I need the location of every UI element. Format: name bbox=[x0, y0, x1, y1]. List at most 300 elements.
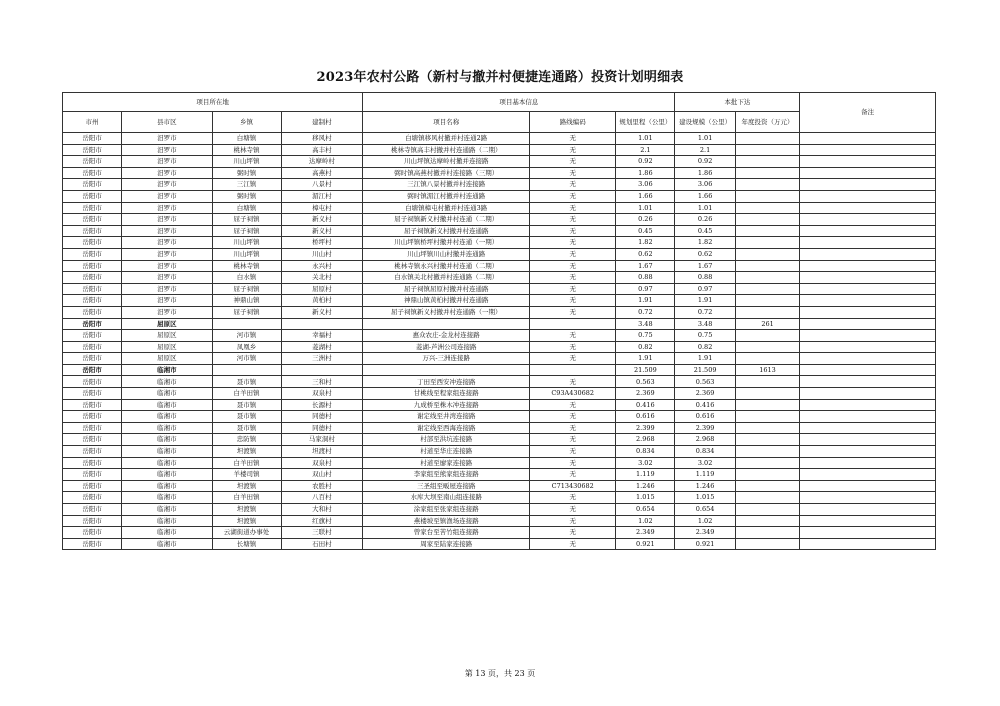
cell-remark bbox=[800, 527, 936, 539]
cell-village: 三联村 bbox=[281, 527, 363, 539]
table-row bbox=[63, 388, 936, 400]
cell-project-name: 涂家组至张家组连接路 bbox=[363, 504, 530, 516]
cell-planned-mileage: 0.45 bbox=[616, 225, 675, 237]
cell-planned-mileage: 0.616 bbox=[616, 411, 675, 423]
cell-county: 汨罗市 bbox=[122, 272, 212, 284]
table-row bbox=[63, 260, 936, 272]
cell-construction-scale: 0.62 bbox=[675, 248, 735, 260]
cell-project-name: 曾家台至苦竹组连接路 bbox=[363, 527, 530, 539]
cell-remark bbox=[800, 214, 936, 226]
cell-route-code: 无 bbox=[530, 156, 616, 168]
cell-town: 屈子祠镇 bbox=[212, 214, 281, 226]
cell-village: 高丰村 bbox=[281, 144, 363, 156]
cell-remark bbox=[800, 353, 936, 365]
cell-city: 岳阳市 bbox=[63, 388, 122, 400]
cell-remark bbox=[800, 457, 936, 469]
cell-village: 石田村 bbox=[281, 538, 363, 550]
cell-construction-scale: 2.349 bbox=[675, 527, 735, 539]
cell-construction-scale: 1.91 bbox=[675, 353, 735, 365]
table-row bbox=[63, 480, 936, 492]
cell-route-code: C713430682 bbox=[530, 480, 616, 492]
cell-project-name: 屈子祠镇屈原村撤并村连通路 bbox=[363, 283, 530, 295]
cell-project-name: 川山坪镇达摩岭村撤并连接路 bbox=[363, 156, 530, 168]
cell-village: 双泉村 bbox=[281, 457, 363, 469]
cell-city: 岳阳市 bbox=[63, 353, 122, 365]
cell-county: 临湘市 bbox=[122, 538, 212, 550]
cell-project-name: 川山坪镇桥坪村撤并村连通（一期） bbox=[363, 237, 530, 249]
cell-county: 屈原区 bbox=[122, 341, 212, 353]
header-col-town: 乡镇 bbox=[212, 112, 281, 133]
cell-route-code: 无 bbox=[530, 469, 616, 481]
cell-project-name: 李家组至熊家组连接路 bbox=[363, 469, 530, 481]
cell-village: 移风村 bbox=[281, 133, 363, 145]
cell-city: 岳阳市 bbox=[63, 527, 122, 539]
page-footer: 第 13 页，共 23 页 bbox=[464, 669, 536, 678]
cell-remark bbox=[800, 318, 936, 330]
table-row bbox=[63, 504, 936, 516]
cell-planned-mileage: 2.968 bbox=[616, 434, 675, 446]
cell-remark bbox=[800, 504, 936, 516]
cell-planned-mileage: 1.86 bbox=[616, 167, 675, 179]
cell-construction-scale: 1.246 bbox=[675, 480, 735, 492]
cell-county: 临湘市 bbox=[122, 434, 212, 446]
cell-town: 神鼎山镇 bbox=[212, 295, 281, 307]
table-row bbox=[63, 190, 936, 202]
cell-town: 屈子祠镇 bbox=[212, 283, 281, 295]
cell-annual-investment: 1613 bbox=[735, 364, 800, 376]
cell-route-code: 无 bbox=[530, 283, 616, 295]
cell-annual-investment bbox=[735, 457, 800, 469]
cell-construction-scale: 0.563 bbox=[675, 376, 735, 388]
cell-city: 岳阳市 bbox=[63, 144, 122, 156]
cell-town: 川山坪镇 bbox=[212, 248, 281, 260]
cell-county: 临湘市 bbox=[122, 446, 212, 458]
cell-county: 临湘市 bbox=[122, 515, 212, 527]
cell-annual-investment bbox=[735, 179, 800, 191]
cell-village: 三和村 bbox=[281, 376, 363, 388]
cell-village: 双山村 bbox=[281, 469, 363, 481]
cell-annual-investment bbox=[735, 469, 800, 481]
cell-village: 高燕村 bbox=[281, 167, 363, 179]
cell-annual-investment bbox=[735, 144, 800, 156]
cell-annual-investment bbox=[735, 260, 800, 272]
header-col-city: 市州 bbox=[63, 112, 122, 133]
cell-city: 岳阳市 bbox=[63, 492, 122, 504]
cell-village: 同德村 bbox=[281, 411, 363, 423]
table-row bbox=[63, 469, 936, 481]
cell-annual-investment bbox=[735, 133, 800, 145]
cell-planned-mileage: 0.92 bbox=[616, 156, 675, 168]
cell-project-name bbox=[363, 318, 530, 330]
cell-city: 岳阳市 bbox=[63, 538, 122, 550]
cell-route-code: 无 bbox=[530, 538, 616, 550]
cell-county: 临湘市 bbox=[122, 492, 212, 504]
cell-town: 河市镇 bbox=[212, 330, 281, 342]
cell-annual-investment bbox=[735, 237, 800, 249]
cell-planned-mileage: 21.509 bbox=[616, 364, 675, 376]
cell-village: 八景村 bbox=[281, 179, 363, 191]
cell-county: 汨罗市 bbox=[122, 225, 212, 237]
cell-town: 羊楼司镇 bbox=[212, 469, 281, 481]
table-row bbox=[63, 248, 936, 260]
cell-annual-investment bbox=[735, 330, 800, 342]
cell-project-name: 屈子祠镇新义村撤并村连通路 bbox=[363, 225, 530, 237]
cell-remark bbox=[800, 492, 936, 504]
cell-city: 岳阳市 bbox=[63, 480, 122, 492]
cell-county: 临湘市 bbox=[122, 469, 212, 481]
cell-route-code: 无 bbox=[530, 434, 616, 446]
cell-route-code: 无 bbox=[530, 446, 616, 458]
cell-county: 汨罗市 bbox=[122, 260, 212, 272]
cell-annual-investment bbox=[735, 272, 800, 284]
cell-village: 永兴村 bbox=[281, 260, 363, 272]
table-row bbox=[63, 446, 936, 458]
cell-city: 岳阳市 bbox=[63, 190, 122, 202]
cell-village: 双泉村 bbox=[281, 388, 363, 400]
cell-construction-scale: 0.654 bbox=[675, 504, 735, 516]
cell-route-code: 无 bbox=[530, 190, 616, 202]
cell-town: 河市镇 bbox=[212, 353, 281, 365]
cell-construction-scale: 0.92 bbox=[675, 156, 735, 168]
cell-remark bbox=[800, 341, 936, 353]
cell-planned-mileage: 0.75 bbox=[616, 330, 675, 342]
cell-route-code: 无 bbox=[530, 306, 616, 318]
cell-annual-investment bbox=[735, 295, 800, 307]
cell-project-name: 村道至华庄连接路 bbox=[363, 446, 530, 458]
cell-annual-investment bbox=[735, 225, 800, 237]
cell-planned-mileage: 2.369 bbox=[616, 388, 675, 400]
header-group-location: 项目所在地 bbox=[63, 93, 363, 112]
cell-remark bbox=[800, 515, 936, 527]
cell-county: 临湘市 bbox=[122, 364, 212, 376]
cell-city: 岳阳市 bbox=[63, 167, 122, 179]
cell-town: 白塘镇 bbox=[212, 133, 281, 145]
table-row bbox=[63, 225, 936, 237]
cell-county: 临湘市 bbox=[122, 504, 212, 516]
cell-construction-scale: 1.91 bbox=[675, 295, 735, 307]
cell-village: 新义村 bbox=[281, 214, 363, 226]
cell-town bbox=[212, 318, 281, 330]
cell-remark bbox=[800, 272, 936, 284]
cell-city: 岳阳市 bbox=[63, 202, 122, 214]
cell-remark bbox=[800, 156, 936, 168]
cell-town: 白羊田镇 bbox=[212, 457, 281, 469]
cell-construction-scale: 1.67 bbox=[675, 260, 735, 272]
cell-route-code: 无 bbox=[530, 492, 616, 504]
table-row bbox=[63, 341, 936, 353]
cell-remark bbox=[800, 330, 936, 342]
cell-route-code: 无 bbox=[530, 376, 616, 388]
header-col-project-name: 项目名称 bbox=[363, 112, 530, 133]
cell-project-name: 惠众农庄-金龙村连接路 bbox=[363, 330, 530, 342]
cell-planned-mileage: 0.26 bbox=[616, 214, 675, 226]
table-row bbox=[63, 330, 936, 342]
cell-village: 同德村 bbox=[281, 422, 363, 434]
table-row bbox=[63, 538, 936, 550]
cell-project-name: 九成桥至株木冲连接路 bbox=[363, 399, 530, 411]
cell-remark bbox=[800, 179, 936, 191]
cell-city: 岳阳市 bbox=[63, 341, 122, 353]
cell-route-code: 无 bbox=[530, 248, 616, 260]
cell-town: 白水镇 bbox=[212, 272, 281, 284]
cell-town: 白羊田镇 bbox=[212, 492, 281, 504]
cell-annual-investment bbox=[735, 538, 800, 550]
cell-town: 凤凰乡 bbox=[212, 341, 281, 353]
cell-village: 樟屯村 bbox=[281, 202, 363, 214]
cell-project-name: 白塘镇樟屯村撤并村连通3路 bbox=[363, 202, 530, 214]
cell-planned-mileage: 0.82 bbox=[616, 341, 675, 353]
cell-route-code: 无 bbox=[530, 133, 616, 145]
table-row bbox=[63, 156, 936, 168]
cell-city: 岳阳市 bbox=[63, 364, 122, 376]
cell-remark bbox=[800, 295, 936, 307]
cell-remark bbox=[800, 376, 936, 388]
cell-project-name: 桃林寺镇永兴村撤并村连通（二期） bbox=[363, 260, 530, 272]
header-col-planned-mileage: 规划里程（公里） bbox=[616, 112, 675, 133]
cell-project-name: 周家至陆家连接路 bbox=[363, 538, 530, 550]
cell-city: 岳阳市 bbox=[63, 515, 122, 527]
table-row bbox=[63, 492, 936, 504]
cell-construction-scale: 3.06 bbox=[675, 179, 735, 191]
cell-city: 岳阳市 bbox=[63, 156, 122, 168]
cell-town: 桃林寺镇 bbox=[212, 260, 281, 272]
cell-town: 坦渡镇 bbox=[212, 480, 281, 492]
table-row bbox=[63, 283, 936, 295]
header-group-basic-info: 项目基本信息 bbox=[363, 93, 675, 112]
cell-annual-investment bbox=[735, 353, 800, 365]
cell-remark bbox=[800, 190, 936, 202]
cell-planned-mileage: 1.91 bbox=[616, 295, 675, 307]
cell-planned-mileage: 0.563 bbox=[616, 376, 675, 388]
cell-construction-scale: 3.48 bbox=[675, 318, 735, 330]
cell-construction-scale: 1.82 bbox=[675, 237, 735, 249]
cell-county: 汨罗市 bbox=[122, 202, 212, 214]
cell-town: 弼时镇 bbox=[212, 167, 281, 179]
cell-annual-investment bbox=[735, 411, 800, 423]
cell-remark bbox=[800, 422, 936, 434]
header-group-approved: 本批下达 bbox=[675, 93, 800, 112]
cell-construction-scale: 0.82 bbox=[675, 341, 735, 353]
cell-town: 白羊田镇 bbox=[212, 388, 281, 400]
cell-town: 川山坪镇 bbox=[212, 237, 281, 249]
cell-annual-investment bbox=[735, 167, 800, 179]
cell-planned-mileage: 1.82 bbox=[616, 237, 675, 249]
cell-planned-mileage: 3.02 bbox=[616, 457, 675, 469]
cell-town: 川山坪镇 bbox=[212, 156, 281, 168]
cell-county: 屈原区 bbox=[122, 353, 212, 365]
cell-village: 川山村 bbox=[281, 248, 363, 260]
cell-construction-scale: 0.26 bbox=[675, 214, 735, 226]
header-col-route-code: 路线编码 bbox=[530, 112, 616, 133]
table-row bbox=[63, 214, 936, 226]
header-col-construction-scale: 建设规模（公里） bbox=[675, 112, 735, 133]
table-row bbox=[63, 353, 936, 365]
cell-county: 汨罗市 bbox=[122, 179, 212, 191]
cell-remark bbox=[800, 411, 936, 423]
cell-county: 临湘市 bbox=[122, 388, 212, 400]
cell-city: 岳阳市 bbox=[63, 306, 122, 318]
cell-route-code: 无 bbox=[530, 237, 616, 249]
cell-planned-mileage: 0.654 bbox=[616, 504, 675, 516]
cell-town: 聂市镇 bbox=[212, 411, 281, 423]
table-row bbox=[63, 306, 936, 318]
cell-annual-investment bbox=[735, 422, 800, 434]
cell-town: 屈子祠镇 bbox=[212, 306, 281, 318]
cell-construction-scale: 2.968 bbox=[675, 434, 735, 446]
cell-annual-investment bbox=[735, 190, 800, 202]
cell-city: 岳阳市 bbox=[63, 237, 122, 249]
cell-route-code: 无 bbox=[530, 353, 616, 365]
table-row bbox=[63, 434, 936, 446]
table-row bbox=[63, 179, 936, 191]
cell-town: 屈子祠镇 bbox=[212, 225, 281, 237]
cell-project-name: 白水镇关北村撤并村连通路（二期） bbox=[363, 272, 530, 284]
cell-planned-mileage: 1.66 bbox=[616, 190, 675, 202]
cell-city: 岳阳市 bbox=[63, 330, 122, 342]
cell-construction-scale: 2.369 bbox=[675, 388, 735, 400]
cell-remark bbox=[800, 538, 936, 550]
cell-planned-mileage: 0.97 bbox=[616, 283, 675, 295]
cell-project-name: 村部至洪坑连接路 bbox=[363, 434, 530, 446]
cell-city: 岳阳市 bbox=[63, 214, 122, 226]
cell-annual-investment bbox=[735, 480, 800, 492]
table-body bbox=[63, 133, 936, 550]
cell-project-name: 弼时镇湄江村撤并村连通路 bbox=[363, 190, 530, 202]
cell-project-name: 三江镇八景村撤并村连接路 bbox=[363, 179, 530, 191]
cell-route-code: 无 bbox=[530, 225, 616, 237]
cell-city: 岳阳市 bbox=[63, 295, 122, 307]
table-row bbox=[63, 202, 936, 214]
cell-route-code: 无 bbox=[530, 214, 616, 226]
cell-county: 汨罗市 bbox=[122, 156, 212, 168]
cell-city: 岳阳市 bbox=[63, 318, 122, 330]
cell-route-code: 无 bbox=[530, 504, 616, 516]
header-col-annual-investment: 年度投资（万元） bbox=[735, 112, 800, 133]
cell-city: 岳阳市 bbox=[63, 399, 122, 411]
cell-remark bbox=[800, 364, 936, 376]
cell-construction-scale: 0.616 bbox=[675, 411, 735, 423]
cell-village bbox=[281, 318, 363, 330]
cell-town: 白塘镇 bbox=[212, 202, 281, 214]
cell-city: 岳阳市 bbox=[63, 225, 122, 237]
cell-city: 岳阳市 bbox=[63, 469, 122, 481]
cell-construction-scale: 0.45 bbox=[675, 225, 735, 237]
cell-planned-mileage: 3.48 bbox=[616, 318, 675, 330]
cell-village: 长源村 bbox=[281, 399, 363, 411]
cell-planned-mileage: 0.921 bbox=[616, 538, 675, 550]
cell-remark bbox=[800, 167, 936, 179]
cell-remark bbox=[800, 225, 936, 237]
cell-village: 幸福村 bbox=[281, 330, 363, 342]
cell-village: 桥坪村 bbox=[281, 237, 363, 249]
cell-village: 坦渡村 bbox=[281, 446, 363, 458]
cell-route-code: 无 bbox=[530, 295, 616, 307]
cell-annual-investment bbox=[735, 388, 800, 400]
cell-project-name: 丁田至西安冲连接路 bbox=[363, 376, 530, 388]
cell-project-name: 屈子祠镇新义村撤并村连通（二期） bbox=[363, 214, 530, 226]
cell-route-code bbox=[530, 364, 616, 376]
header-col-county: 县市区 bbox=[122, 112, 212, 133]
cell-project-name: 屈子祠镇新义村撤并村连通路（一期） bbox=[363, 306, 530, 318]
cell-town: 聂市镇 bbox=[212, 376, 281, 388]
cell-construction-scale: 1.119 bbox=[675, 469, 735, 481]
cell-city: 岳阳市 bbox=[63, 272, 122, 284]
cell-construction-scale: 0.416 bbox=[675, 399, 735, 411]
cell-village bbox=[281, 364, 363, 376]
header-col-village: 建制村 bbox=[281, 112, 363, 133]
cell-village: 三洲村 bbox=[281, 353, 363, 365]
cell-county: 汨罗市 bbox=[122, 133, 212, 145]
cell-city: 岳阳市 bbox=[63, 179, 122, 191]
cell-county: 汨罗市 bbox=[122, 248, 212, 260]
cell-village: 屈原村 bbox=[281, 283, 363, 295]
cell-route-code: 无 bbox=[530, 527, 616, 539]
cell-construction-scale: 1.01 bbox=[675, 133, 735, 145]
cell-city: 岳阳市 bbox=[63, 422, 122, 434]
cell-village: 黄柏村 bbox=[281, 295, 363, 307]
cell-town: 忠防镇 bbox=[212, 434, 281, 446]
table-row bbox=[63, 237, 936, 249]
cell-remark bbox=[800, 480, 936, 492]
cell-construction-scale: 21.509 bbox=[675, 364, 735, 376]
cell-construction-scale: 0.834 bbox=[675, 446, 735, 458]
cell-route-code: C93A430682 bbox=[530, 388, 616, 400]
cell-village: 红旗村 bbox=[281, 515, 363, 527]
cell-village: 湄江村 bbox=[281, 190, 363, 202]
cell-county: 临湘市 bbox=[122, 422, 212, 434]
cell-project-name: 水库大坝至南山组连接路 bbox=[363, 492, 530, 504]
cell-construction-scale: 0.921 bbox=[675, 538, 735, 550]
cell-county: 汨罗市 bbox=[122, 214, 212, 226]
cell-project-name: 村道至廖家连接路 bbox=[363, 457, 530, 469]
cell-planned-mileage: 1.91 bbox=[616, 353, 675, 365]
cell-city: 岳阳市 bbox=[63, 376, 122, 388]
cell-town: 云湖街道办事处 bbox=[212, 527, 281, 539]
cell-annual-investment: 261 bbox=[735, 318, 800, 330]
cell-town: 长塘镇 bbox=[212, 538, 281, 550]
cell-city: 岳阳市 bbox=[63, 504, 122, 516]
cell-village: 关北村 bbox=[281, 272, 363, 284]
cell-city: 岳阳市 bbox=[63, 434, 122, 446]
cell-project-name: 桃林寺镇高丰村撤并村连通路（二期） bbox=[363, 144, 530, 156]
cell-remark bbox=[800, 260, 936, 272]
cell-county: 汨罗市 bbox=[122, 190, 212, 202]
cell-planned-mileage: 1.01 bbox=[616, 202, 675, 214]
cell-annual-investment bbox=[735, 376, 800, 388]
cell-remark bbox=[800, 133, 936, 145]
cell-county: 汨罗市 bbox=[122, 306, 212, 318]
cell-village: 农胜村 bbox=[281, 480, 363, 492]
cell-route-code: 无 bbox=[530, 260, 616, 272]
table-row bbox=[63, 167, 936, 179]
cell-construction-scale: 1.86 bbox=[675, 167, 735, 179]
cell-route-code: 无 bbox=[530, 179, 616, 191]
subtotal-row bbox=[63, 318, 936, 330]
cell-annual-investment bbox=[735, 446, 800, 458]
cell-planned-mileage: 0.88 bbox=[616, 272, 675, 284]
cell-remark bbox=[800, 237, 936, 249]
cell-project-name: 万兴-三洲连接路 bbox=[363, 353, 530, 365]
cell-planned-mileage: 1.015 bbox=[616, 492, 675, 504]
cell-planned-mileage: 2.1 bbox=[616, 144, 675, 156]
cell-remark bbox=[800, 306, 936, 318]
cell-project-name: 燕楼坡至镇渔场连接路 bbox=[363, 515, 530, 527]
cell-village: 达摩岭村 bbox=[281, 156, 363, 168]
cell-planned-mileage: 1.67 bbox=[616, 260, 675, 272]
cell-county: 临湘市 bbox=[122, 376, 212, 388]
header-remark: 备注 bbox=[800, 93, 936, 133]
cell-route-code: 无 bbox=[530, 515, 616, 527]
